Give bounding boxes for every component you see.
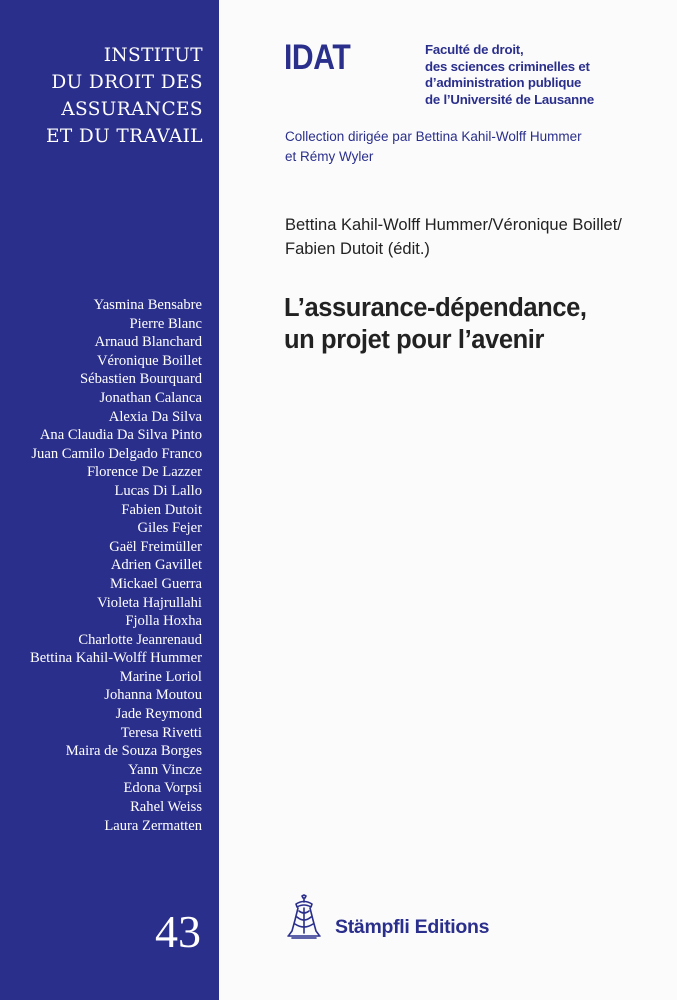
author-list [0, 296, 202, 835]
author-name: Alexia Da Silva [108, 408, 202, 425]
series-title-line: ASSURANCES [61, 99, 203, 120]
author-name: Ana Claudia Da Silva Pinto [39, 427, 202, 444]
author-name: Yasmina Bensabre [93, 297, 202, 313]
author-name: Mickael Guerra [110, 575, 202, 592]
series-title-line: ET DU TRAVAIL [46, 126, 203, 147]
author-name: Adrien Gavillet [110, 557, 202, 574]
author-name: Lucas Di Lallo [114, 482, 202, 499]
faculty-line: Faculté de droit, [425, 42, 524, 57]
author-name: Laura Zermatten [104, 817, 202, 834]
author-name: Sébastien Bourquard [80, 371, 202, 388]
author-name: Bettina Kahil-Wolff Hummer [29, 650, 202, 667]
faculty-line: des sciences criminelles et [425, 58, 590, 74]
author-name: Juan Camilo Delgado Franco [31, 445, 202, 462]
book-title [284, 292, 674, 356]
series-title [3, 42, 203, 150]
author-name: Florence De Lazzer [86, 464, 202, 481]
publisher-emblem-icon [284, 893, 324, 939]
author-name: Jade Reymond [115, 706, 202, 723]
author-name: Maira de Souza Borges [65, 743, 202, 760]
author-name: Rahel Weiss [130, 799, 202, 816]
author-name: Johanna Moutou [104, 687, 202, 704]
collection-line: et Rémy Wyler [285, 149, 374, 164]
author-name: Marine Loriol [119, 668, 202, 685]
editors-line: Fabien Dutoit (édit.) [285, 240, 430, 258]
author-name: Jonathan Calanca [99, 389, 202, 406]
book-title-line: un projet pour l’avenir [284, 326, 544, 354]
publisher-mark [284, 893, 524, 943]
author-name: Yann Vincze [128, 761, 202, 778]
cover-main [219, 0, 677, 1000]
author-name: Violeta Hajrullahi [97, 594, 202, 611]
author-name: Arnaud Blanchard [94, 334, 202, 351]
series-title-line: DU DROIT DES [51, 72, 203, 93]
book-editors [285, 213, 665, 261]
idat-logo: IDAT [284, 38, 351, 77]
author-name: Charlotte Jeanrenaud [78, 631, 202, 648]
author-name: Giles Fejer [137, 520, 202, 537]
faculty-line: d’administration publique [425, 75, 582, 90]
faculty-line: de l’Université de Lausanne [425, 91, 595, 107]
author-name: Edona Vorpsi [123, 780, 202, 797]
author-name: Teresa Rivetti [120, 724, 202, 741]
volume-number: 43 [155, 906, 201, 957]
publisher-name: Stämpfli Editions [335, 916, 490, 938]
author-name: Fabien Dutoit [121, 501, 202, 518]
author-name: Véronique Boillet [97, 352, 202, 369]
faculty-block [425, 42, 665, 108]
author-name: Fjolla Hoxha [125, 613, 202, 630]
author-name: Pierre Blanc [129, 315, 202, 332]
collection-line: Collection dirigée par Bettina Kahil-Wolff Hummer [285, 129, 582, 144]
book-title-line: L’assurance-dépendance, [284, 294, 587, 322]
editors-line: Bettina Kahil-Wolff Hummer/Véronique Boillet/ [285, 216, 622, 234]
series-title-line: INSTITUT [103, 45, 203, 66]
author-name: Gaël Freimüller [109, 538, 202, 555]
collection-note [285, 127, 665, 167]
sidebar-band [0, 0, 219, 1000]
